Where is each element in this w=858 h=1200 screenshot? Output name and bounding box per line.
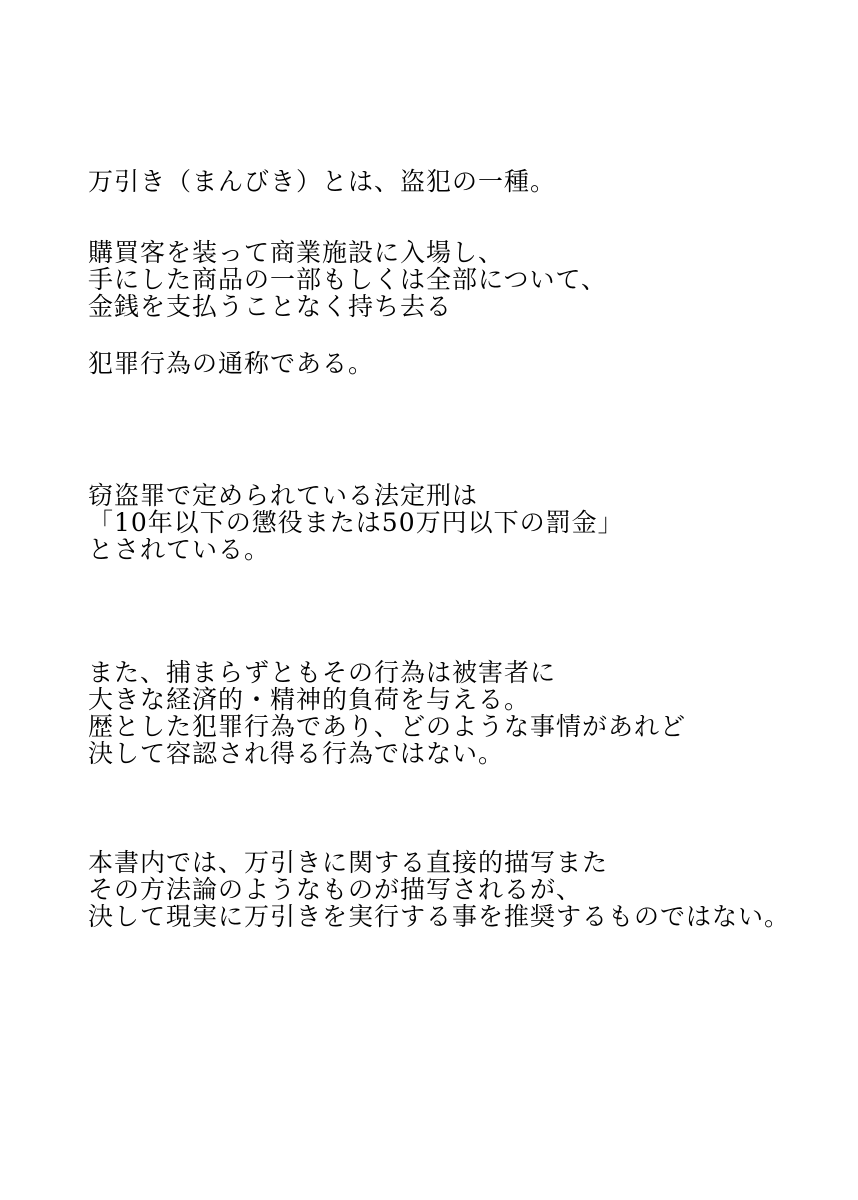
paragraph-1-line-1: 万引き（まんびき）とは、盗犯の一種。 xyxy=(88,167,557,196)
paragraph-5-line-1: また、捕まらずともその行為は被害者に xyxy=(88,658,557,687)
paragraph-5-line-2: 大きな経済的・精神的負荷を与える。 xyxy=(88,685,531,714)
paragraph-2-line-3: 金銭を支払うことなく持ち去る xyxy=(88,292,453,321)
paragraph-3-line-1: 犯罪行為の通称である。 xyxy=(88,349,375,378)
paragraph-5-line-3: 歴とした犯罪行為であり、どのような事情があれど xyxy=(88,712,687,741)
paragraph-4-line-2: 「10年以下の懲役または50万円以下の罰金」 xyxy=(88,508,624,537)
paragraph-6-line-2: その方法論のようなものが描写されるが、 xyxy=(88,875,583,904)
paragraph-4-line-1: 窃盗罪で定められている法定刑は xyxy=(88,481,479,510)
paragraph-6-line-1: 本書内では、万引きに関する直接的描写また xyxy=(88,848,609,877)
paragraph-2-line-2: 手にした商品の一部もしくは全部について、 xyxy=(88,265,608,294)
paragraph-2-line-1: 購買客を装って商業施設に入場し、 xyxy=(88,238,505,267)
paragraph-6-line-3: 決して現実に万引きを実行する事を推奨するものではない。 xyxy=(88,902,791,931)
paragraph-4-line-3: とされている。 xyxy=(88,535,271,564)
paragraph-5-line-4: 決して容認され得る行為ではない。 xyxy=(88,739,505,768)
